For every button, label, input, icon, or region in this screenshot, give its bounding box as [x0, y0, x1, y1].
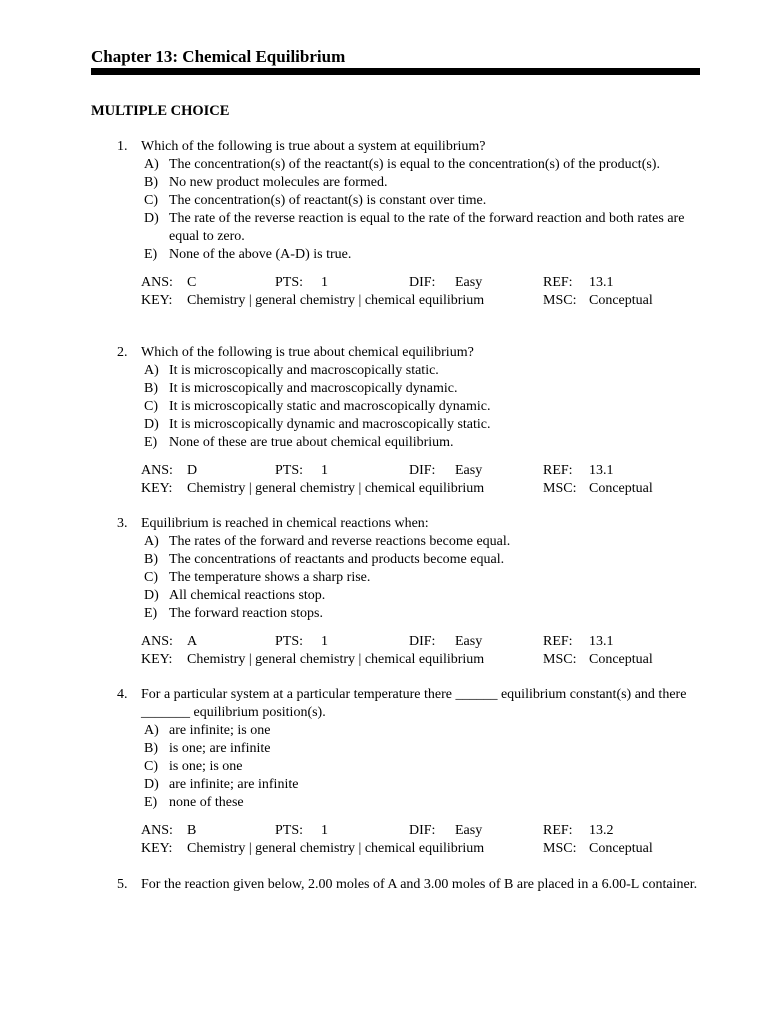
pts-value: 1 [321, 463, 328, 478]
msc-value: Conceptual [589, 293, 653, 308]
question-1 [0, 138, 768, 310]
option-text: It is microscopically static and macroscopically dynamic. [169, 399, 491, 414]
option-b [141, 551, 701, 569]
pts-label: PTS: [275, 463, 304, 478]
question-text: For a particular system at a particular temperature there ______ equilibrium constant(s) and there _______ equilibrium position(s). [141, 687, 687, 720]
option-text: is one; are infinite [169, 741, 271, 756]
dif-label: DIF: [409, 634, 436, 649]
option-d [141, 210, 701, 246]
question-number: 1. [117, 139, 128, 154]
ans-value: B [187, 823, 197, 838]
option-text: The rates of the forward and reverse reactions become equal. [169, 534, 511, 549]
option-text: The concentrations of reactants and products become equal. [169, 552, 505, 567]
question-5 [0, 876, 768, 894]
option-text: The concentration(s) of the reactant(s) is equal to the concentration(s) of the product(s). [169, 157, 660, 172]
option-text: No new product molecules are formed. [169, 175, 388, 190]
option-text: none of these [169, 795, 244, 810]
option-label: B) [144, 175, 158, 190]
ans-label: ANS: [141, 463, 173, 478]
key-label: KEY: [141, 841, 173, 856]
option-b [141, 380, 701, 398]
msc-value: Conceptual [589, 652, 653, 667]
option-text: It is microscopically and macroscopically dynamic. [169, 381, 458, 396]
ans-label: ANS: [141, 823, 173, 838]
option-label: C) [144, 759, 158, 774]
option-label: B) [144, 552, 158, 567]
msc-label: MSC: [543, 841, 577, 856]
ans-value: D [187, 463, 198, 478]
question-text: Which of the following is true about chemical equilibrium? [141, 345, 474, 360]
option-e [141, 605, 701, 623]
option-label: A) [144, 534, 159, 549]
option-d [141, 587, 701, 605]
msc-label: MSC: [543, 293, 577, 308]
option-e [141, 794, 701, 812]
option-b [141, 174, 701, 192]
answer-meta-row [141, 822, 768, 840]
option-label: D) [144, 777, 159, 792]
key-meta-row [141, 292, 768, 310]
option-a [141, 722, 701, 740]
option-label: B) [144, 741, 158, 756]
option-label: E) [144, 435, 158, 450]
msc-value: Conceptual [589, 481, 653, 496]
key-value: Chemistry | general chemistry | chemical equilibrium [187, 841, 485, 856]
option-e [141, 434, 701, 452]
dif-value: Easy [455, 463, 483, 478]
question-2 [0, 344, 768, 498]
msc-label: MSC: [543, 481, 577, 496]
option-text: It is microscopically dynamic and macroscopically static. [169, 417, 491, 432]
option-text: It is microscopically and macroscopically static. [169, 363, 439, 378]
ref-value: 13.1 [589, 275, 614, 290]
key-value: Chemistry | general chemistry | chemical equilibrium [187, 293, 485, 308]
chapter-title: Chapter 13: Chemical Equilibrium [91, 47, 346, 66]
dif-label: DIF: [409, 275, 436, 290]
option-e [141, 246, 701, 264]
option-d [141, 416, 701, 434]
question-number: 5. [117, 877, 128, 892]
ans-label: ANS: [141, 275, 173, 290]
key-meta-row [141, 651, 768, 669]
option-text: are infinite; is one [169, 723, 271, 738]
option-label: D) [144, 588, 159, 603]
option-text: The concentration(s) of reactant(s) is constant over time. [169, 193, 487, 208]
ans-value: A [187, 634, 198, 649]
pts-value: 1 [321, 275, 328, 290]
ans-label: ANS: [141, 634, 173, 649]
option-c [141, 758, 701, 776]
title-rule [91, 68, 700, 75]
option-label: E) [144, 795, 158, 810]
option-label: D) [144, 417, 159, 432]
question-text: Equilibrium is reached in chemical reactions when: [141, 516, 429, 531]
dif-label: DIF: [409, 823, 436, 838]
option-label: A) [144, 157, 159, 172]
key-label: KEY: [141, 481, 173, 496]
ref-label: REF: [543, 463, 573, 478]
dif-label: DIF: [409, 463, 436, 478]
pts-label: PTS: [275, 634, 304, 649]
key-meta-row [141, 480, 768, 498]
dif-value: Easy [455, 634, 483, 649]
key-label: KEY: [141, 652, 173, 667]
msc-label: MSC: [543, 652, 577, 667]
section-heading: MULTIPLE CHOICE [91, 103, 230, 119]
answer-meta-row [141, 274, 768, 292]
option-label: B) [144, 381, 158, 396]
option-c [141, 398, 701, 416]
option-text: is one; is one [169, 759, 243, 774]
option-a [141, 533, 701, 551]
option-text: None of these are true about chemical equilibrium. [169, 435, 454, 450]
ref-value: 13.2 [589, 823, 614, 838]
option-label: E) [144, 247, 158, 262]
dif-value: Easy [455, 275, 483, 290]
question-number: 2. [117, 345, 128, 360]
option-text: The rate of the reverse reaction is equal to the rate of the forward reaction and both rates are equal to zero. [169, 211, 685, 244]
pts-value: 1 [321, 634, 328, 649]
question-text: Which of the following is true about a system at equilibrium? [141, 139, 486, 154]
ref-label: REF: [543, 275, 573, 290]
pts-label: PTS: [275, 275, 304, 290]
dif-value: Easy [455, 823, 483, 838]
option-b [141, 740, 701, 758]
answer-meta-row [141, 462, 768, 480]
option-label: A) [144, 363, 159, 378]
option-c [141, 192, 701, 210]
option-a [141, 156, 701, 174]
option-text: None of the above (A-D) is true. [169, 247, 352, 262]
option-text: are infinite; are infinite [169, 777, 299, 792]
pts-value: 1 [321, 823, 328, 838]
option-label: C) [144, 570, 158, 585]
ref-value: 13.1 [589, 463, 614, 478]
answer-meta-row [141, 633, 768, 651]
option-d [141, 776, 701, 794]
ref-value: 13.1 [589, 634, 614, 649]
option-label: A) [144, 723, 159, 738]
option-text: The temperature shows a sharp rise. [169, 570, 371, 585]
option-label: E) [144, 606, 158, 621]
msc-value: Conceptual [589, 841, 653, 856]
ans-value: C [187, 275, 197, 290]
key-label: KEY: [141, 293, 173, 308]
option-a [141, 362, 701, 380]
option-label: D) [144, 211, 159, 226]
question-number: 4. [117, 687, 128, 702]
option-text: The forward reaction stops. [169, 606, 323, 621]
pts-label: PTS: [275, 823, 304, 838]
ref-label: REF: [543, 634, 573, 649]
ref-label: REF: [543, 823, 573, 838]
question-number: 3. [117, 516, 128, 531]
question-3 [0, 515, 768, 669]
option-label: C) [144, 399, 158, 414]
key-value: Chemistry | general chemistry | chemical equilibrium [187, 481, 485, 496]
option-text: All chemical reactions stop. [169, 588, 326, 603]
option-c [141, 569, 701, 587]
question-4 [0, 686, 768, 858]
key-value: Chemistry | general chemistry | chemical equilibrium [187, 652, 485, 667]
key-meta-row [141, 840, 768, 858]
question-text: For the reaction given below, 2.00 moles of A and 3.00 moles of B are placed in a 6.00-L container. [141, 877, 698, 892]
option-label: C) [144, 193, 158, 208]
